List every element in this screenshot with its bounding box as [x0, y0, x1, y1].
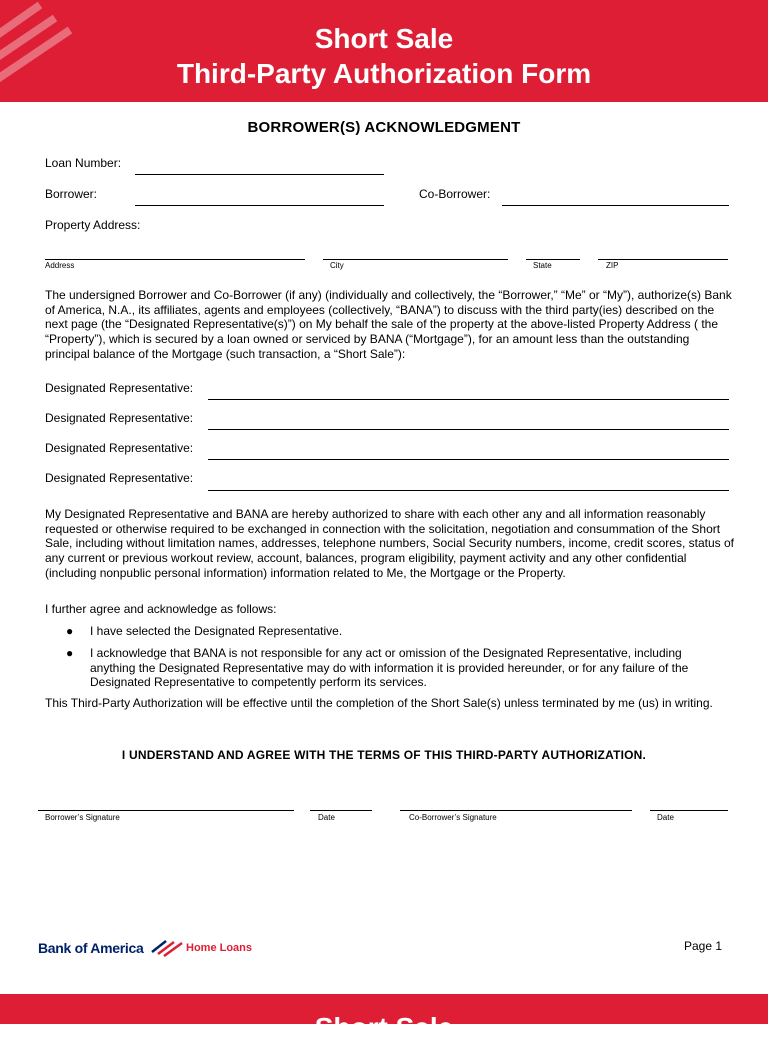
bullet-item-2: I acknowledge that BANA is not responsible for any act or omission of the Designated Representative, including anything the Designated Representative may do with information it is provided hereunder, or for any failure of the Designated Representative to competently perform its services. — [90, 646, 689, 690]
borrower-signature-field[interactable] — [38, 810, 294, 811]
loan-number-label: Loan Number: — [45, 156, 122, 170]
bullet-icon: ● — [66, 646, 74, 660]
address-caption: Address — [45, 261, 75, 270]
co-borrower-signature-caption: Co-Borrower’s Signature — [409, 813, 497, 822]
co-borrower-date-caption: Date — [657, 813, 674, 822]
form-title-line-2: Third-Party Authorization Form — [176, 58, 592, 89]
city-field[interactable] — [323, 259, 508, 260]
next-page-header — [0, 994, 768, 1043]
authorization-paragraph: My Designated Representative and BANA are hereby authorized to share with each other any and all information reasonably requested or otherwise required to be exchanged in connection with the solicitation, negotiation and consummation of the Short Sale, including without limitation names, addresses, telephone numbers, Social Security numbers, income, credit scores, status of any current or previous workout review, account, balances, program eligibility, payment activity and any other confidential (including nonpublic personal information) information related to Me, the Mortgage or the Property. — [45, 507, 735, 580]
co-borrower-field[interactable] — [502, 205, 729, 206]
borrower-field[interactable] — [135, 205, 384, 206]
address-field[interactable] — [45, 259, 305, 260]
state-caption: State — [533, 261, 552, 270]
page-number: Page 1 — [684, 939, 723, 953]
intro-paragraph: The undersigned Borrower and Co-Borrower (if any) (individually and collectively, the “Borrower,” “Me” or “My”), authorize(s) Bank of America, N.A., its affiliates, agents and employees (collectively, “BANA”) to discuss with the third party(ies) described on the next page (the “Designated Representative(s)”) on My behalf the sale of the property at the above-listed Property Address ( the “Property”), which is secured by a loan owned or serviced by BANA (“Mortgage”), for an amount less than the outstanding principal balance of the Mortgage (such transaction, a “Short Sale”): — [45, 288, 732, 361]
designated-rep-label-2: Designated Representative: — [45, 411, 194, 425]
borrower-date-caption: Date — [318, 813, 335, 822]
form-header — [0, 0, 768, 102]
flag-logo-icon — [150, 938, 184, 956]
property-address-label: Property Address: — [45, 218, 141, 232]
loan-number-field[interactable] — [135, 174, 384, 175]
bullet-item-1: I have selected the Designated Representative. — [90, 624, 343, 638]
city-caption: City — [330, 261, 344, 270]
designated-rep-label-4: Designated Representative: — [45, 471, 194, 485]
co-borrower-signature-field[interactable] — [400, 810, 632, 811]
designated-rep-field-3[interactable] — [208, 459, 729, 460]
effective-paragraph: This Third-Party Authorization will be effective until the completion of the Short Sale(s) unless terminated by me (us) in writing. — [45, 696, 713, 710]
form-title-line-1: Short Sale — [314, 23, 454, 54]
designated-rep-label-3: Designated Representative: — [45, 441, 194, 455]
section-title: BORROWER(S) ACKNOWLEDGMENT — [247, 119, 521, 136]
next-page-title: Short Sale — [314, 1012, 454, 1043]
co-borrower-date-field[interactable] — [650, 810, 728, 811]
zip-caption: ZIP — [606, 261, 619, 270]
zip-field[interactable] — [598, 259, 728, 260]
designated-rep-field-1[interactable] — [208, 399, 729, 400]
borrower-label: Borrower: — [45, 187, 98, 201]
agree-intro: I further agree and acknowledge as follows: — [45, 602, 277, 616]
co-borrower-label: Co-Borrower: — [419, 187, 491, 201]
bullet-icon: ● — [66, 624, 74, 638]
bank-of-america-logo: Bank of America — [38, 940, 144, 956]
borrower-date-field[interactable] — [310, 810, 372, 811]
designated-rep-field-4[interactable] — [208, 490, 729, 491]
state-field[interactable] — [526, 259, 580, 260]
borrower-signature-caption: Borrower’s Signature — [45, 813, 120, 822]
home-loans-label: Home Loans — [186, 942, 253, 954]
agreement-statement: I UNDERSTAND AND AGREE WITH THE TERMS OF THIS THIRD-PARTY AUTHORIZATION. — [121, 748, 647, 762]
designated-rep-field-2[interactable] — [208, 429, 729, 430]
designated-rep-label-1: Designated Representative: — [45, 381, 194, 395]
